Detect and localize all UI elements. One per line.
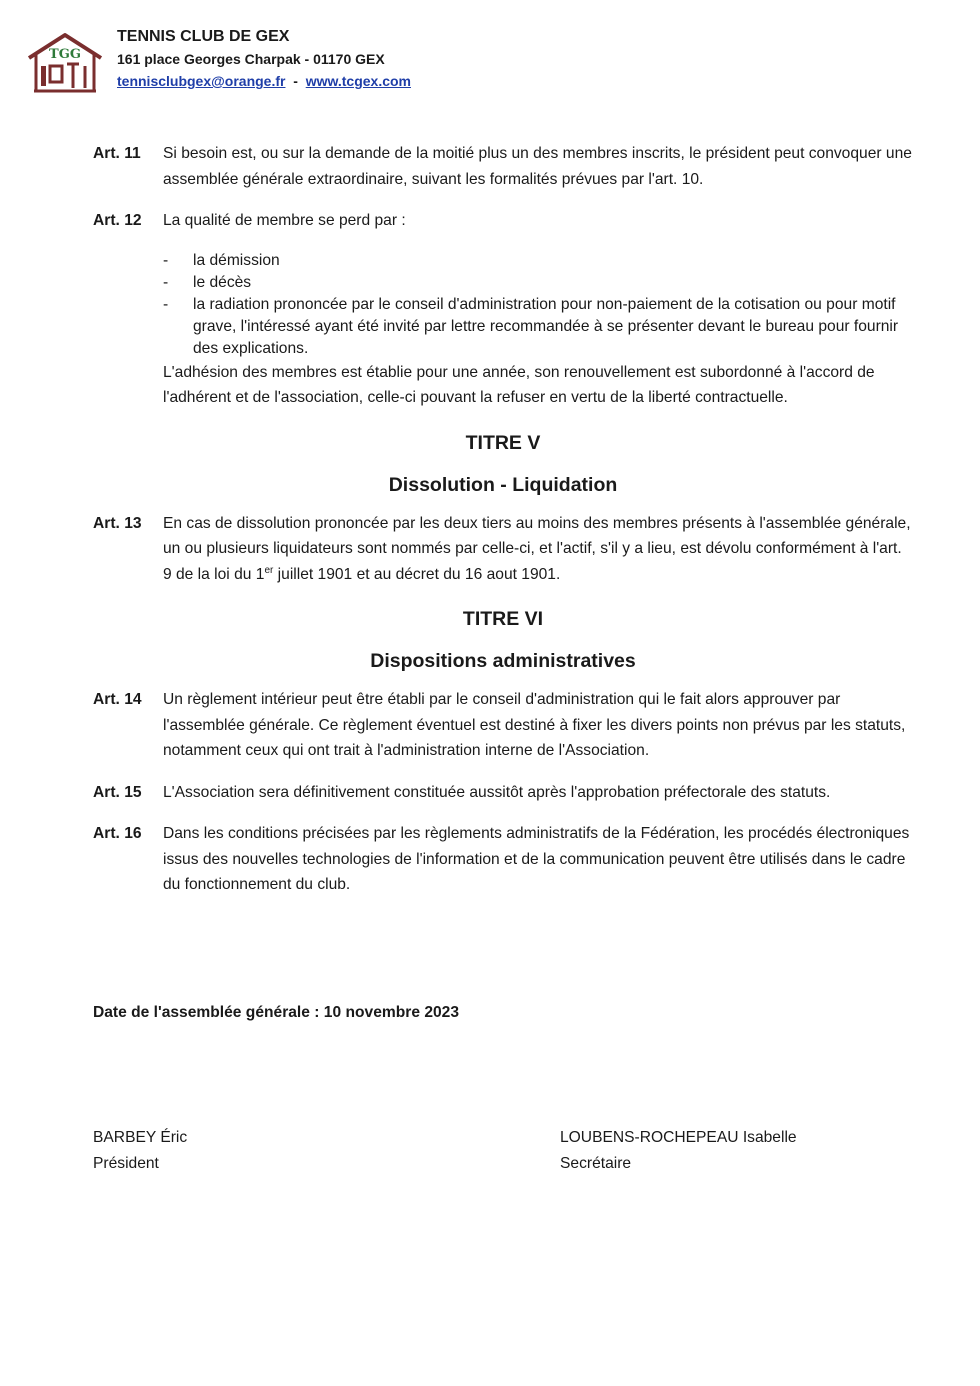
link-separator: - <box>293 73 298 89</box>
article-14 <box>93 687 913 764</box>
signature-president <box>93 1125 187 1176</box>
article-text: La qualité de membre se perd par : <box>163 212 406 229</box>
article-16 <box>93 821 913 898</box>
article-text: L'adhésion des membres est établie pour une année, son renouvellement est subordonné à l'accord de l'adhérent et de l'association, celle-ci pouvant la refuser en vertu de la liberté contractuelle. <box>163 363 875 406</box>
article-text: Un règlement intérieur peut être établi par le conseil d'administration qui le fait alors approuver par l'assemblée générale. Ce règlement éventuel est destiné à fixer les divers points non prévus par les statuts, notamment ceux qui ont trait à l'administration interne de l'Association. <box>163 691 906 759</box>
section-title: TITRE VI <box>462 608 544 630</box>
article-text: L'Association sera définitivement constituée aussitôt après l'approbation préfectorale des statuts. <box>163 783 831 801</box>
assembly-date: Date de l'assemblée générale : 10 novembre 2023 <box>93 1004 460 1021</box>
article-text: En cas de dissolution prononcée par les deux tiers au moins des membres présents à l'assemblée générale, un ou plusieurs liquidateurs sont nommés par celle-ci, et l'actif, s'il y a lieu, est dévolu conformément à l'art. 9 de la loi du 1er juillet 1901 et au décret du 16 aout 1901. <box>163 514 911 583</box>
list-item: - le décès <box>163 273 252 291</box>
signatory-name: BARBEY Éric <box>93 1129 188 1146</box>
section-subtitle: Dissolution - Liquidation <box>388 473 618 496</box>
letterhead <box>26 26 626 96</box>
signatory-role: Secrétaire <box>560 1154 632 1172</box>
article-text: Dans les conditions précisées par les règlements administratifs de la Fédération, les procédés électroniques issus des nouvelles technologies de l'information et de la communication peuvent être utilisés dans le cadre du fonctionnement du club. <box>163 825 910 893</box>
signature-secretary <box>560 1125 797 1176</box>
club-address: 161 place Georges Charpak - 01170 GEX <box>117 51 385 67</box>
article-number: Art. 15 <box>93 783 142 801</box>
article-text: Si besoin est, ou sur la demande de la moitié plus un des membres inscrits, le président peut convoquer une assemblée générale extraordinaire, suivant les formalités prévues par l'art. 10. <box>163 145 912 188</box>
section-title: TITRE V <box>465 431 541 454</box>
club-name: TENNIS CLUB DE GEX <box>117 28 290 45</box>
article-13 <box>93 511 913 588</box>
article-number: Art. 12 <box>93 212 142 229</box>
loss-of-membership-list <box>163 250 913 360</box>
list-item: - la radiation prononcée par le conseil d'administration pour non-paiement de la cotisation ou pour motif grave, l'intéressé ayant été invité par lettre recommandée à se présenter devant le bureau pour fournir des explications. <box>163 295 899 357</box>
section-subtitle: Dispositions administratives <box>370 650 636 672</box>
statutes-body <box>93 141 913 914</box>
signatory-name: LOUBENS-ROCHEPEAU Isabelle <box>560 1129 797 1146</box>
article-15 <box>93 780 913 806</box>
article-11 <box>93 141 913 192</box>
club-logo <box>26 30 104 94</box>
article-number: Art. 16 <box>93 825 142 842</box>
article-12 <box>93 208 913 411</box>
logo-text: TGG <box>49 47 81 62</box>
article-number: Art. 11 <box>93 145 141 162</box>
website-link[interactable]: www.tcgex.com <box>305 73 411 89</box>
signatory-role: Président <box>93 1154 159 1172</box>
article-number: Art. 13 <box>93 514 142 532</box>
list-item: - la démission <box>163 251 280 269</box>
email-link[interactable]: tennisclubgex@orange.fr <box>117 73 286 89</box>
article-number: Art. 14 <box>93 691 142 708</box>
